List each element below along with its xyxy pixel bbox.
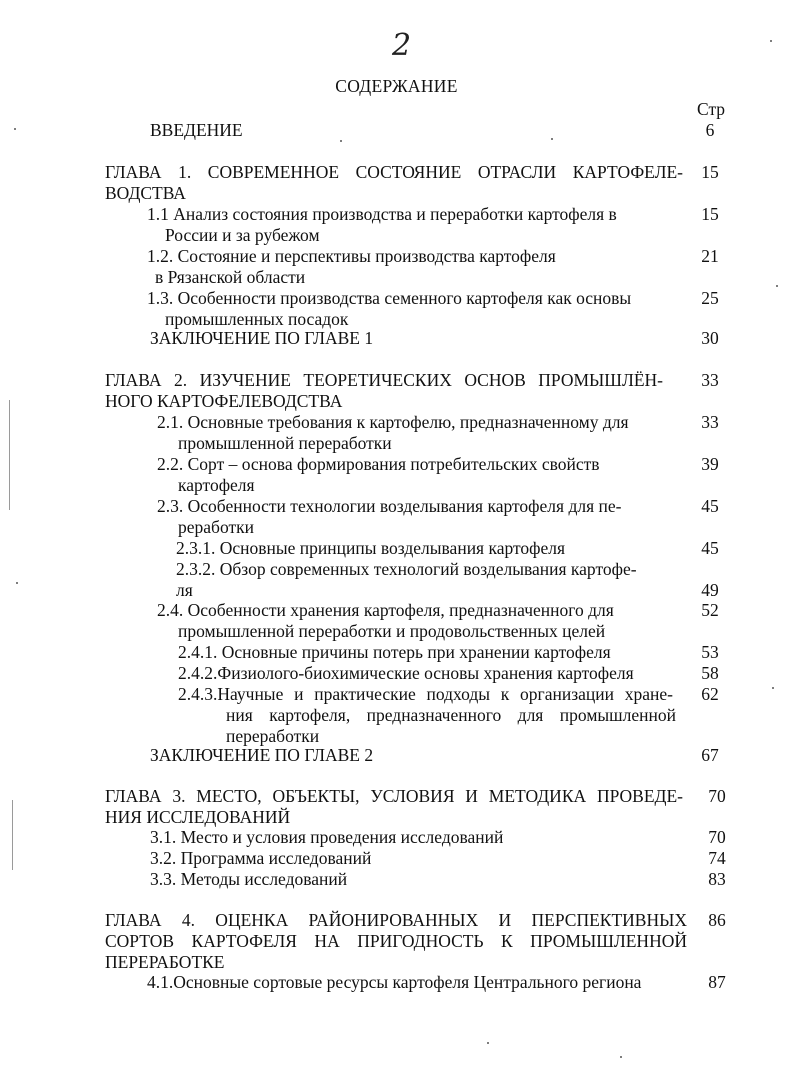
toc-page: 53 <box>701 642 719 662</box>
scan-speck <box>14 128 16 130</box>
toc-page: 67 <box>701 745 719 765</box>
toc-section-2-1: 2.1. Основные требования к картофелю, предназначенному для <box>157 412 629 432</box>
toc-page: 39 <box>701 454 719 474</box>
page-title: СОДЕРЖАНИЕ <box>335 76 458 96</box>
scan-speck <box>340 140 342 142</box>
toc-page: 45 <box>701 538 719 558</box>
toc-page: 52 <box>701 600 719 620</box>
toc-page: 30 <box>701 328 719 348</box>
scan-edge-line <box>12 800 13 870</box>
toc-page: 62 <box>701 684 719 704</box>
scan-speck <box>551 138 553 140</box>
toc-section-1-2: 1.2. Состояние и перспективы производства картофеля <box>147 246 556 266</box>
toc-page: 86 <box>708 910 726 930</box>
toc-section-2-4-cont: промышленной переработки и продовольственных целей <box>178 621 606 641</box>
toc-section-2-3-cont: реработки <box>178 517 254 537</box>
toc-chapter-2: ГЛАВА 2. ИЗУЧЕНИЕ ТЕОРЕТИЧЕСКИХ ОСНОВ ПРОМЫШЛЁН- <box>105 370 663 390</box>
toc-conclusion-2: ЗАКЛЮЧЕНИЕ ПО ГЛАВЕ 2 <box>150 745 374 765</box>
toc-page: 15 <box>701 162 719 182</box>
toc-page: 49 <box>701 580 719 600</box>
page-column-header: Стр <box>697 99 726 119</box>
toc-section-1-3: 1.3. Особенности производства семенного картофеля как основы <box>147 288 632 308</box>
toc-page: 74 <box>708 848 726 868</box>
scan-edge-line <box>9 400 10 510</box>
toc-page: 33 <box>701 370 719 390</box>
toc-chapter-3: ГЛАВА 3. МЕСТО, ОБЪЕКТЫ, УСЛОВИЯ И МЕТОДИКА ПРОВЕДЕ- <box>105 786 683 806</box>
toc-chapter-4-cont: СОРТОВ КАРТОФЕЛЯ НА ПРИГОДНОСТЬ К ПРОМЫШЛЕННОЙ <box>105 931 687 951</box>
toc-page: 45 <box>701 496 719 516</box>
toc-section-2-4-1: 2.4.1. Основные причины потерь при хранении картофеля <box>178 642 611 662</box>
toc-section-4-1: 4.1.Основные сортовые ресурсы картофеля Центрального региона <box>147 972 642 992</box>
toc-section-2-4-2: 2.4.2.Физиолого-биохимические основы хранения картофеля <box>178 663 634 683</box>
scan-speck <box>776 285 778 287</box>
toc-page: 83 <box>708 869 726 889</box>
toc-section-2-1-cont: промышленной переработки <box>178 433 392 453</box>
toc-page: 6 <box>705 120 715 140</box>
scan-speck <box>16 582 18 584</box>
toc-section-2-3-2-cont: ля <box>176 580 193 600</box>
toc-section-2-4-3-cont2: переработки <box>226 726 320 746</box>
scan-speck <box>772 687 774 689</box>
toc-chapter-1-cont: ВОДСТВА <box>105 183 186 203</box>
toc-section-3-3: 3.3. Методы исследований <box>150 869 348 889</box>
toc-chapter-2-cont: НОГО КАРТОФЕЛЕВОДСТВА <box>105 391 343 411</box>
toc-page: 70 <box>708 786 726 806</box>
scan-speck <box>620 1056 622 1058</box>
toc-section-1-1: 1.1 Анализ состояния производства и переработки картофеля в <box>147 204 617 224</box>
toc-page: 15 <box>701 204 719 224</box>
toc-conclusion-1: ЗАКЛЮЧЕНИЕ ПО ГЛАВЕ 1 <box>150 328 374 348</box>
toc-section-2-2-cont: картофеля <box>178 475 255 495</box>
toc-section-2-2: 2.2. Сорт – основа формирования потребительских свойств <box>157 454 600 474</box>
toc-section-3-1: 3.1. Место и условия проведения исследований <box>150 827 504 847</box>
toc-section-1-2-cont: в Рязанской области <box>155 267 306 287</box>
toc-section-2-4: 2.4. Особенности хранения картофеля, предназначенного для <box>157 600 614 620</box>
scan-speck <box>770 40 772 42</box>
toc-section-1-1-cont: России и за рубежом <box>165 225 320 245</box>
toc-section-2-4-3: 2.4.3.Научные и практические подходы к организации хране- <box>178 684 673 704</box>
toc-section-2-4-3-cont: ния картофеля, предназначенного для промышленной <box>226 705 676 725</box>
toc-page: 87 <box>708 972 726 992</box>
handwritten-page-number: 2 <box>392 28 412 63</box>
scan-speck <box>487 1042 489 1044</box>
toc-section-2-3-2: 2.3.2. Обзор современных технологий возделывания картофе- <box>176 559 637 579</box>
toc-section-3-2: 3.2. Программа исследований <box>150 848 372 868</box>
toc-chapter-3-cont: НИЯ ИССЛЕДОВАНИЙ <box>105 807 291 827</box>
toc-page: 70 <box>708 827 726 847</box>
toc-page: 58 <box>701 663 719 683</box>
toc-section-2-3-1: 2.3.1. Основные принципы возделывания картофеля <box>176 538 566 558</box>
toc-section-1-3-cont: промышленных посадок <box>165 309 349 329</box>
toc-entry-introduction: ВВЕДЕНИЕ <box>150 120 243 140</box>
toc-section-2-3: 2.3. Особенности технологии возделывания картофеля для пе- <box>157 496 622 516</box>
toc-page: 33 <box>701 412 719 432</box>
toc-chapter-4-cont2: ПЕРЕРАБОТКЕ <box>105 952 225 972</box>
toc-chapter-1: ГЛАВА 1. СОВРЕМЕННОЕ СОСТОЯНИЕ ОТРАСЛИ КАРТОФЕЛЕ- <box>105 162 683 182</box>
toc-chapter-4: ГЛАВА 4. ОЦЕНКА РАЙОНИРОВАННЫХ И ПЕРСПЕКТИВНЫХ <box>105 910 687 930</box>
toc-page: 21 <box>701 246 719 266</box>
toc-page: 25 <box>701 288 719 308</box>
